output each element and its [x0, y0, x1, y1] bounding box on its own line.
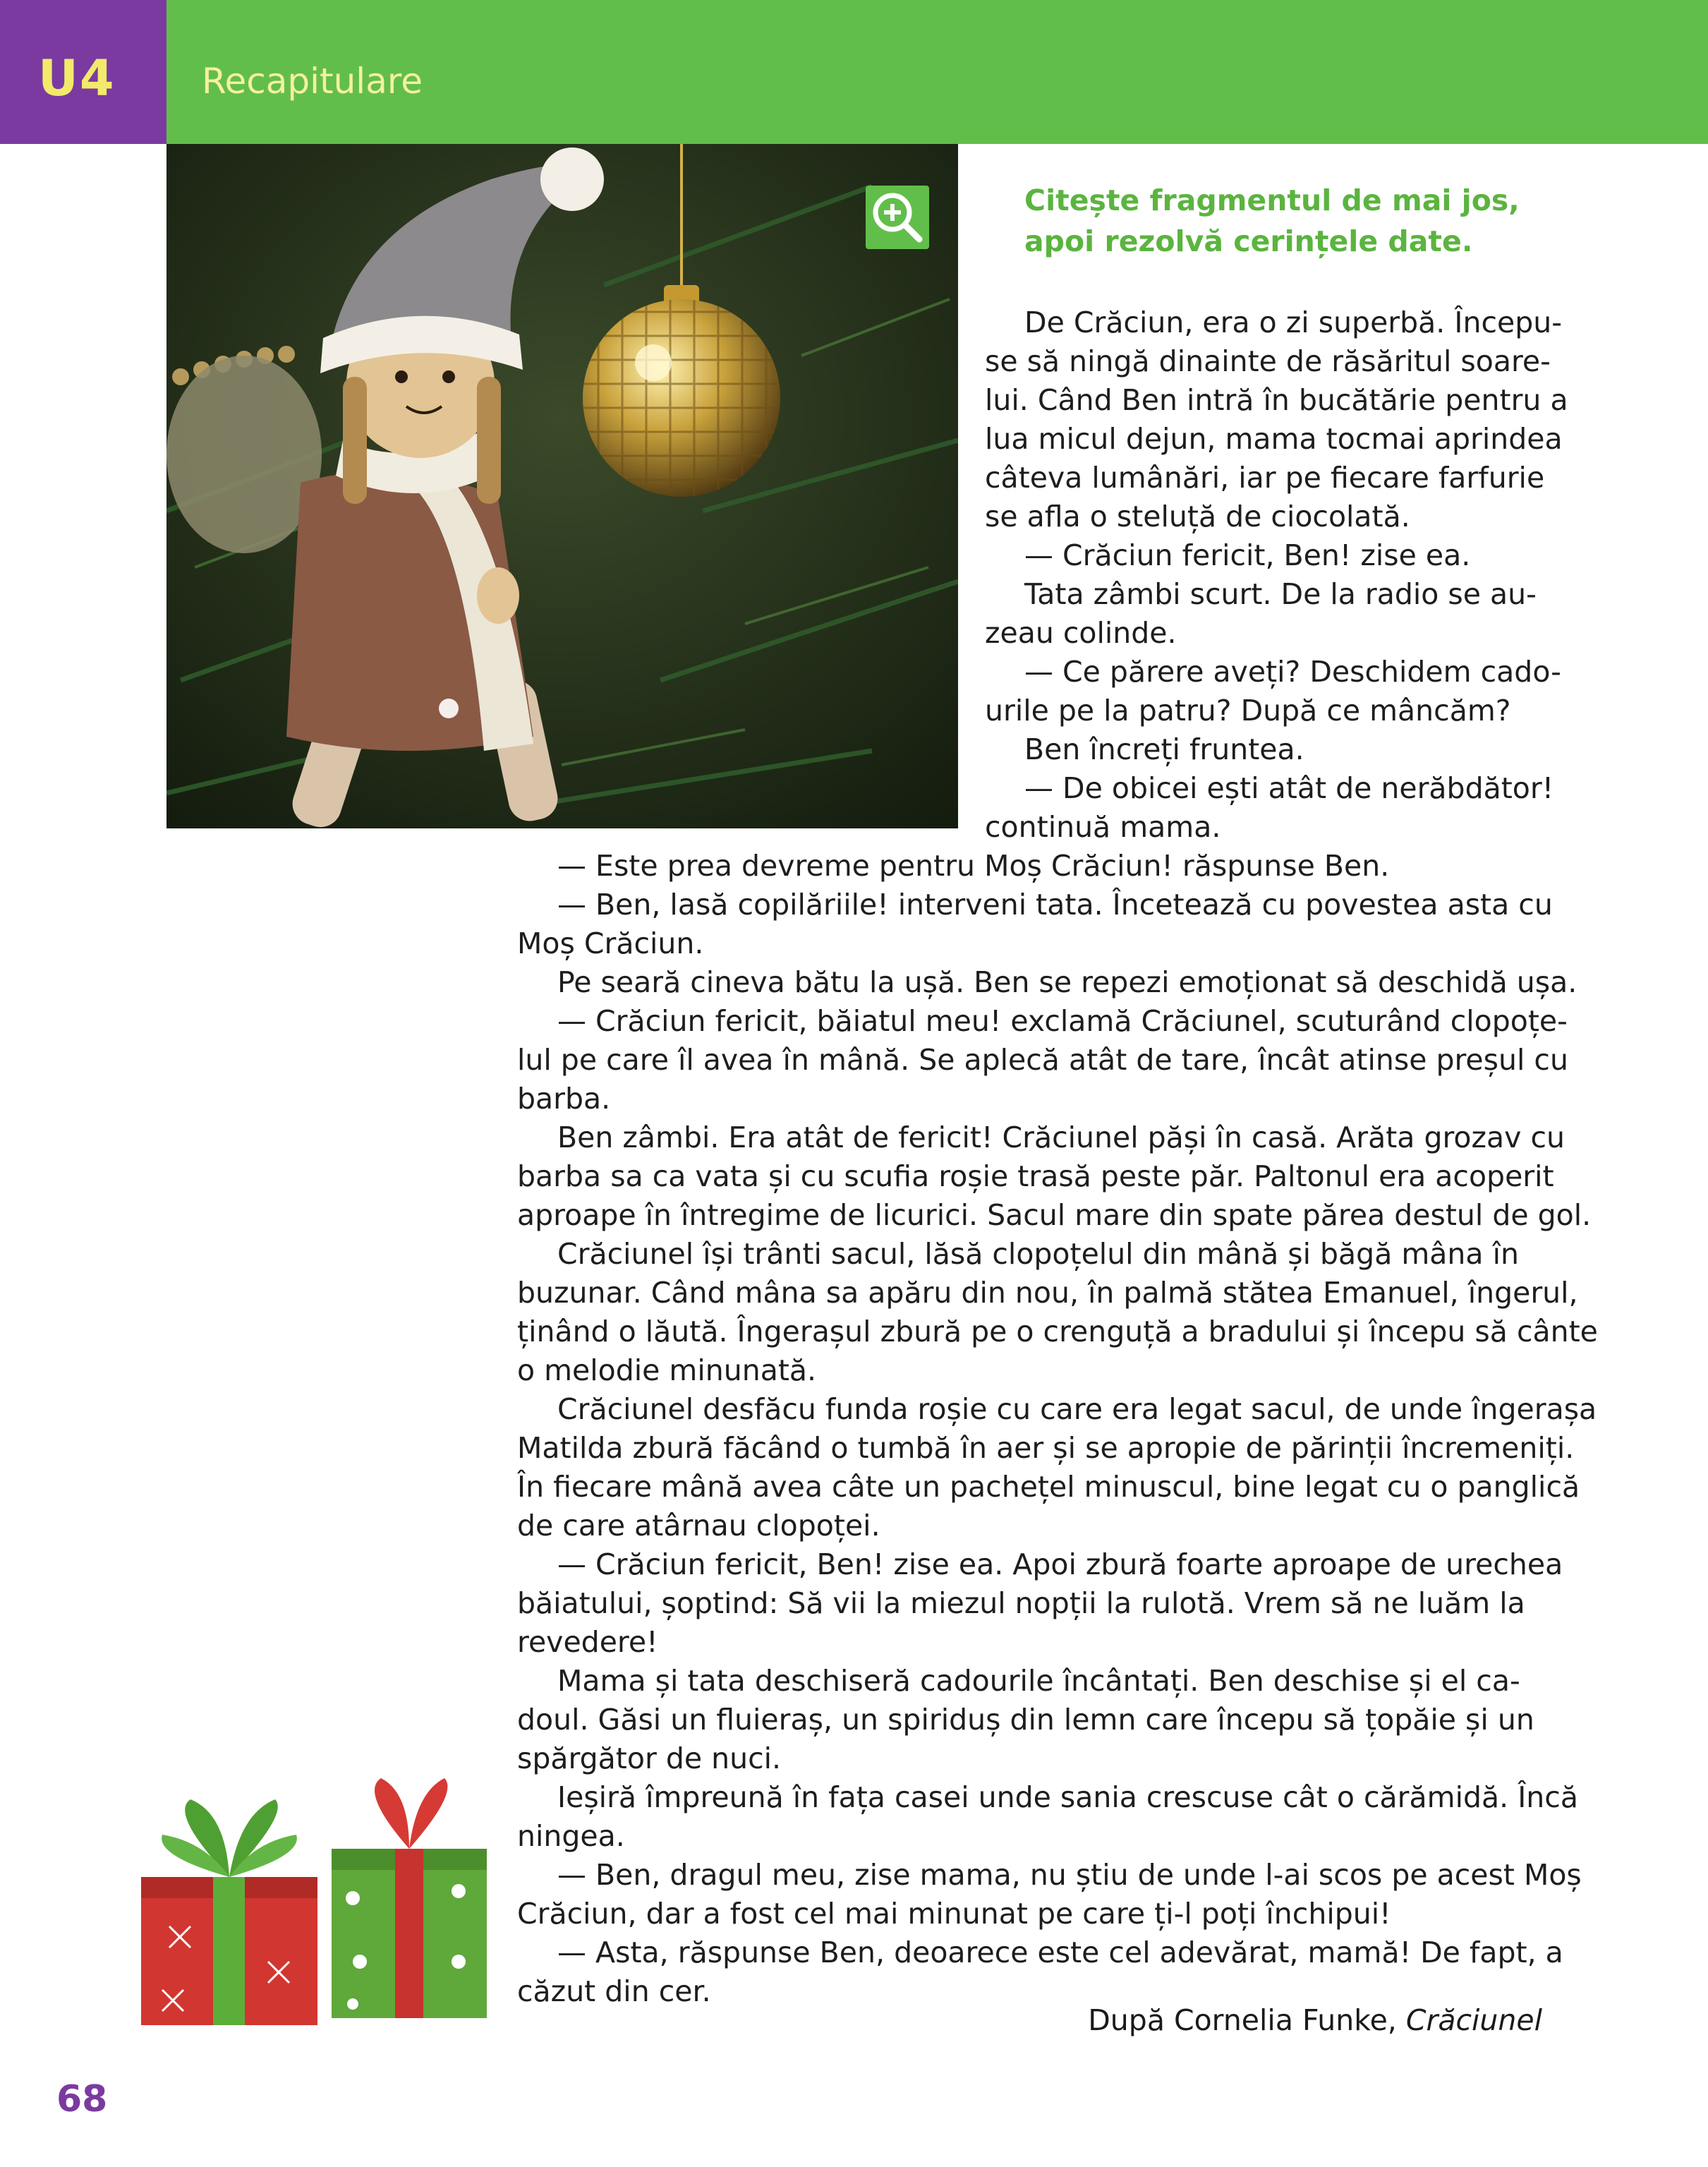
text-line: spărgător de nuci.	[517, 1742, 782, 1775]
text-line: aproape în întregime de licurici. Sacul mare din spate părea destul de gol.	[517, 1198, 1592, 1232]
text-line: urile pe la patru? După ce mâncăm?	[985, 694, 1511, 728]
page-title: Recapitulare	[202, 61, 423, 102]
text-line: Crăciunel își trânti sacul, lăsă clopoțelul din mână și băgă mâna în	[557, 1237, 1519, 1271]
gift-boxes-image	[127, 1750, 508, 2032]
attribution	[1088, 2001, 1542, 2040]
text-line: — Este prea devreme pentru Moș Crăciun! răspunse Ben.	[557, 849, 1390, 883]
text-line: zeau colinde.	[985, 616, 1177, 650]
text-line: se afla o steluță de ciocolată.	[985, 500, 1410, 533]
text-line: Tata zâmbi scurt. De la radio se au-	[1024, 577, 1537, 611]
text-line: — Ben, dragul meu, zise mama, nu știu de unde l-ai scos pe acest Moș	[557, 1858, 1582, 1892]
text-line: doul. Găsi un fluieraș, un spiriduș din lemn care începu să țopăie și un	[517, 1703, 1534, 1737]
attribution-title: Crăciunel	[1405, 2003, 1542, 2037]
text-line: Mama și tata deschiseră cadourile încântați. Ben deschise și el ca-	[557, 1664, 1520, 1698]
unit-tab	[0, 0, 166, 144]
attribution-author: După Cornelia Funke,	[1088, 2003, 1406, 2037]
text-line: — Crăciun fericit, Ben! zise ea.	[1024, 538, 1471, 572]
text-line: băiatului, șoptind: Să vii la miezul nopții la rulotă. Vrem să ne luăm la	[517, 1586, 1525, 1620]
text-line: lul pe care îl avea în mână. Se aplecă atât de tare, încât atinse preșul cu	[517, 1043, 1568, 1077]
text-line: Pe seară cineva bătu la ușă. Ben se repezi emoționat să deschidă ușa.	[557, 965, 1577, 999]
gift-icon	[127, 1750, 508, 2032]
text-line: lui. Când Ben intră în bucătărie pentru a	[985, 383, 1568, 417]
text-line: Crăciun, dar a fost cel mai minunat pe care ți-l poți închipui!	[517, 1897, 1391, 1931]
text-line: barba sa ca vata și cu scufia roșie trasă peste păr. Paltonul era acoperit	[517, 1159, 1554, 1193]
text-line: de care atârnau clopoței.	[517, 1509, 880, 1543]
text-line: Ben zâmbi. Era atât de fericit! Crăciunel păși în casă. Arăta grozav cu	[557, 1121, 1565, 1154]
page-number: 68	[56, 2078, 108, 2120]
text-line: De Crăciun, era o zi superbă. Începu-	[1024, 306, 1563, 339]
text-line: buzunar. Când mâna sa apăru din nou, în palmă stătea Emanuel, îngerul,	[517, 1276, 1578, 1310]
text-line: Crăciunel desfăcu funda roșie cu care era legat sacul, de unde îngerașa	[557, 1392, 1597, 1426]
zoom-in-button[interactable]	[866, 186, 929, 249]
text-line: — De obicei ești atât de nerăbdător!	[1024, 771, 1554, 805]
zoom-in-icon	[866, 186, 929, 249]
text-line: — Crăciun fericit, Ben! zise ea. Apoi zbură foarte aproape de urechea	[557, 1547, 1563, 1581]
text-line: Ieșiră împreună în fața casei unde sania crescuse cât o cărămidă. Încă	[557, 1780, 1578, 1814]
text-line: ningea.	[517, 1819, 625, 1853]
text-line: În fiecare mână avea câte un pachețel minuscul, bine legat cu o panglică	[517, 1470, 1580, 1504]
text-line: lua micul dejun, mama tocmai aprindea	[985, 422, 1563, 456]
instruction: Citește fragmentul de mai jos, apoi rezolvă cerințele date.	[1024, 183, 1520, 258]
text-line: Ben încreți fruntea.	[1024, 732, 1304, 766]
text-line: — Ce părere aveți? Deschidem cado-	[1024, 655, 1561, 689]
text-line: Moș Crăciun.	[517, 926, 704, 960]
unit-label: U4	[38, 49, 116, 107]
text-line: — Asta, răspunse Ben, deoarece este cel adevărat, mamă! De fapt, a	[557, 1936, 1563, 1969]
text-line: câteva lumânări, iar pe fiecare farfurie	[985, 461, 1545, 495]
angel-doll-bauble-image	[166, 144, 958, 828]
text-line: — Crăciun fericit, băiatul meu! exclamă Crăciunel, scuturând clopoțe-	[557, 1004, 1568, 1038]
text-line: barba.	[517, 1082, 611, 1116]
text-line: revedere!	[517, 1625, 658, 1659]
text-line: se să ningă dinainte de răsăritul soare-	[985, 344, 1551, 378]
text-line: o melodie minunată.	[517, 1353, 817, 1387]
text-line: ținând o lăută. Îngerașul zbură pe o crenguță a bradului și începu să cânte	[517, 1315, 1598, 1348]
text-line: Matilda zbură făcând o tumbă în aer și se apropie de părinții încremeniți.	[517, 1431, 1575, 1465]
text-line: — Ben, lasă copilăriile! interveni tata. Încetează cu povestea asta cu	[557, 888, 1553, 922]
christmas-photo	[166, 144, 958, 828]
text-line: continuă mama.	[985, 810, 1221, 844]
text-line: căzut din cer.	[517, 1974, 711, 2008]
